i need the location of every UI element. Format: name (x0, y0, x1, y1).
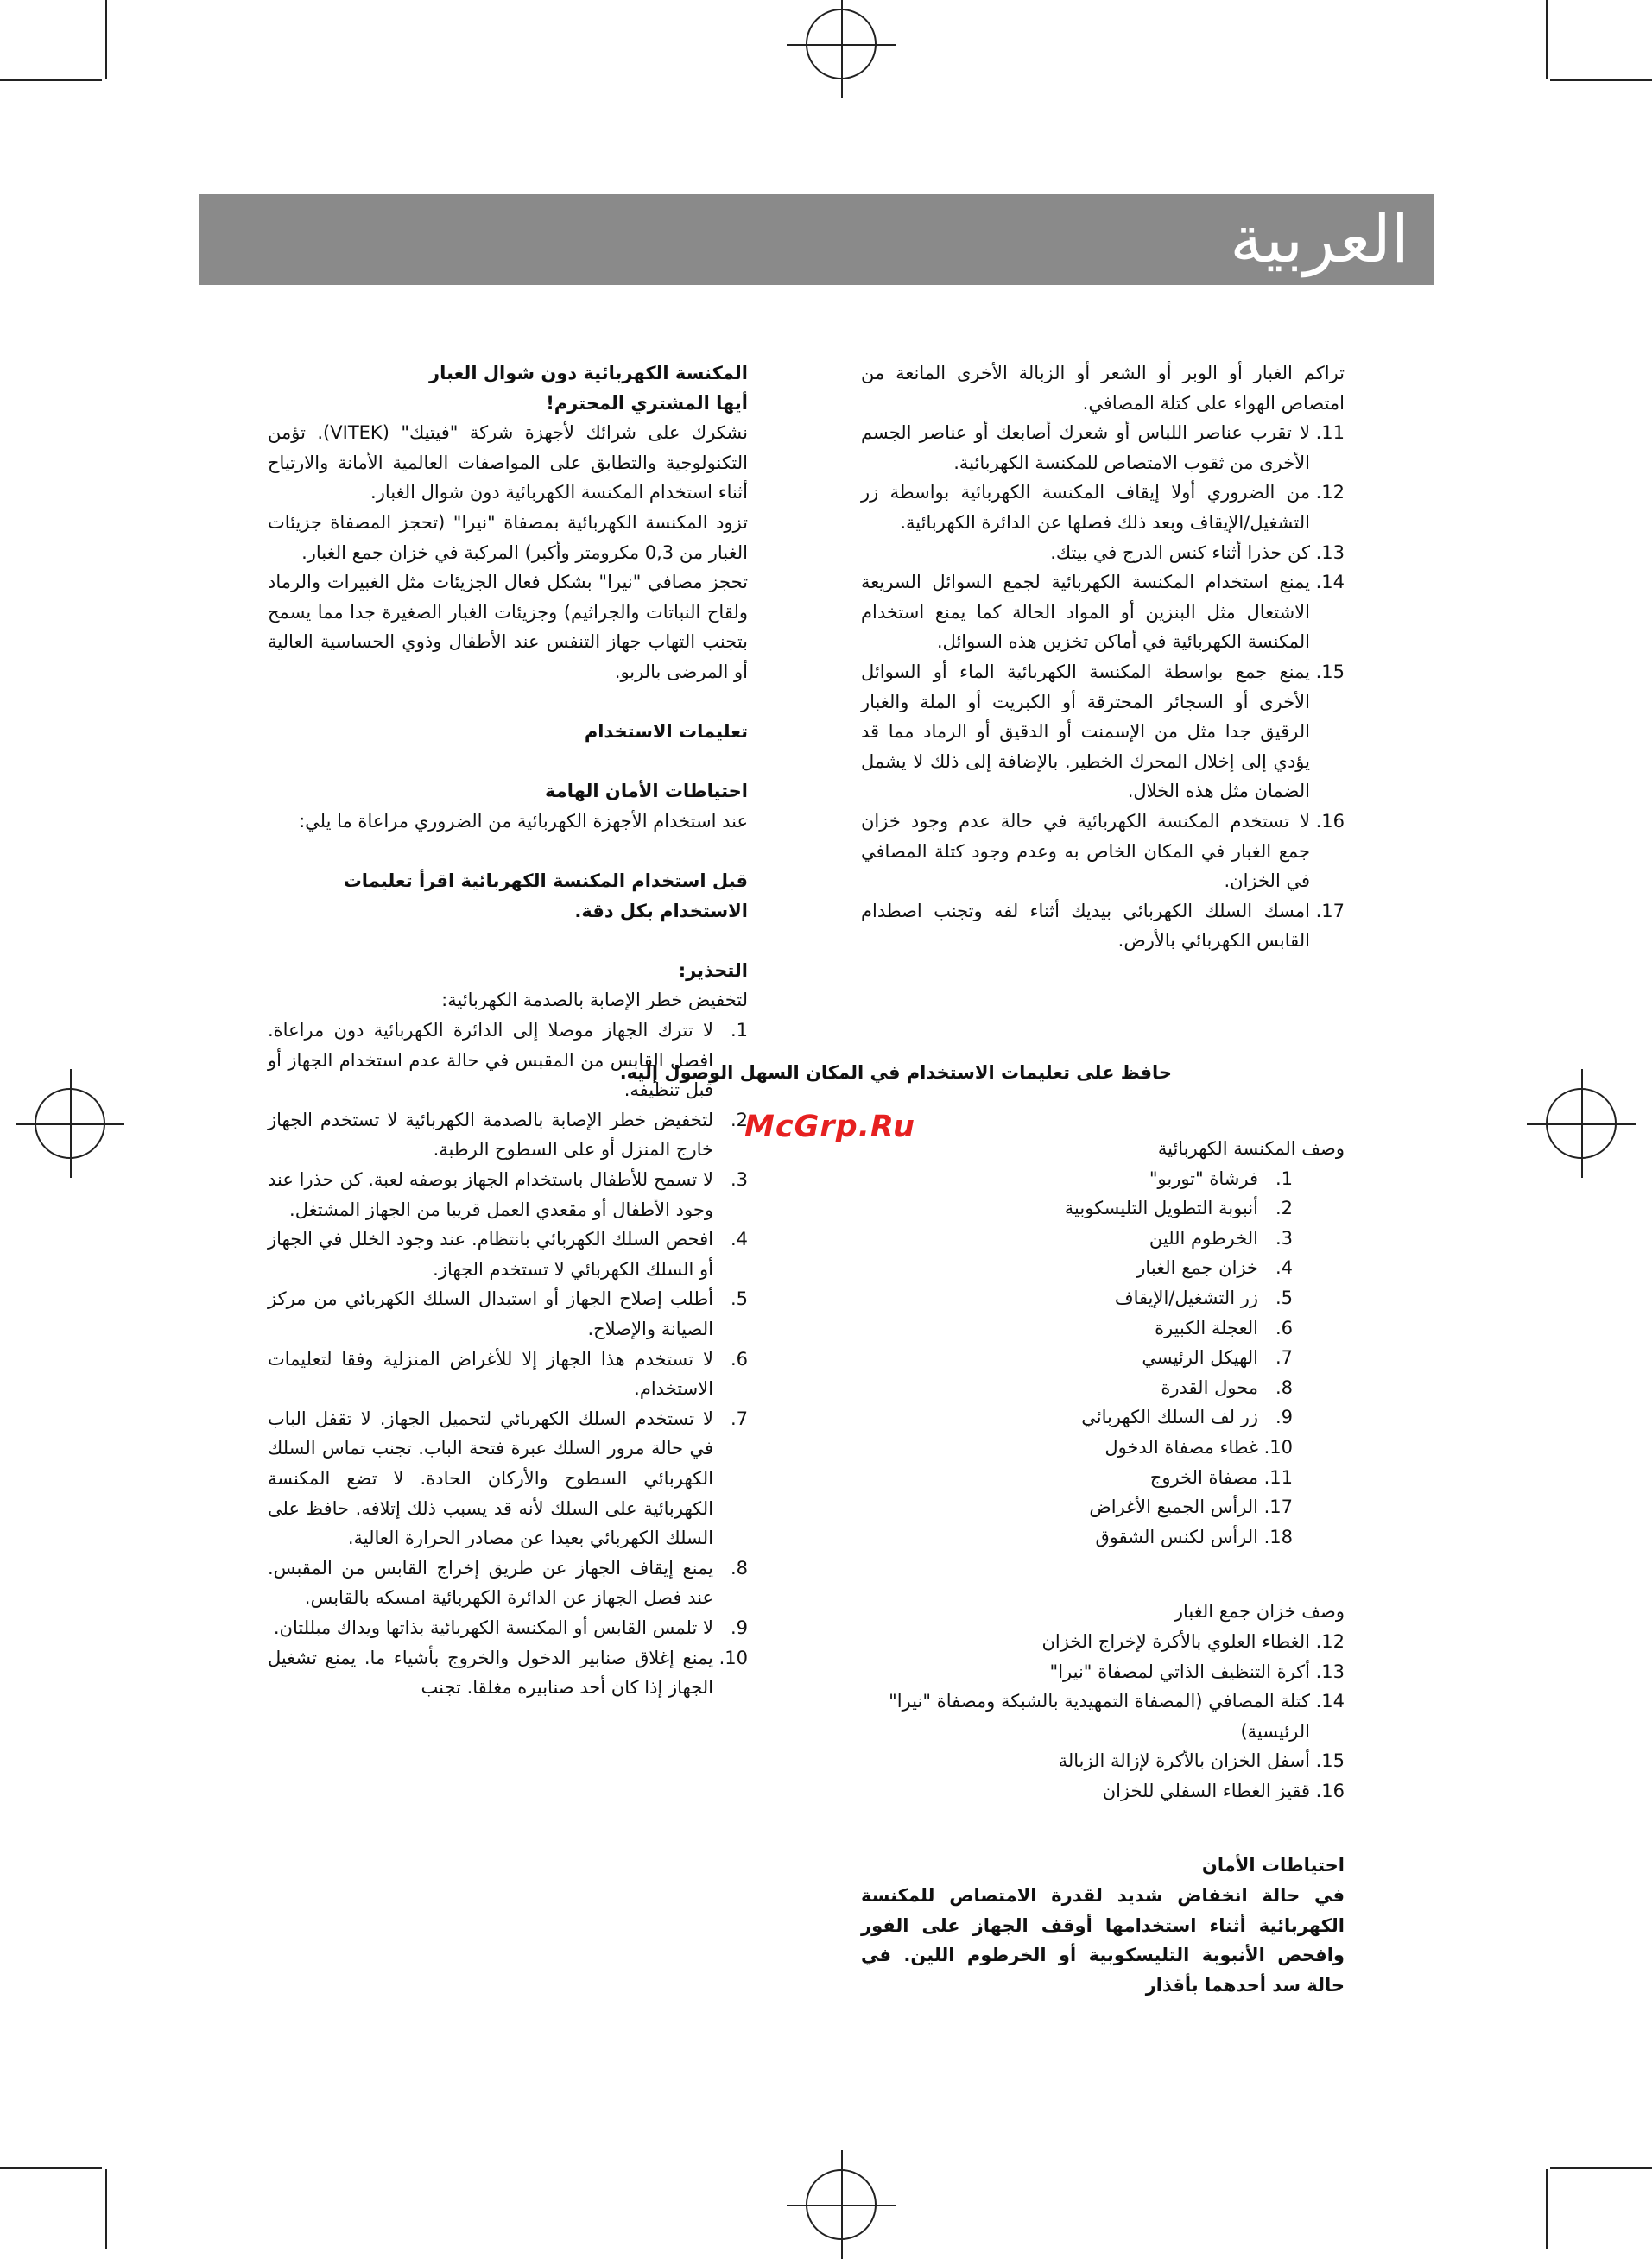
safety-measures-title: احتياطات الأمان الهامة (545, 781, 748, 802)
watermark: McGrp.Ru (744, 1110, 915, 1144)
list-item: 12. الغطاء العلوي بالأكرة لإخراج الخزان (1041, 1630, 1345, 1652)
crop-mark (1546, 2169, 1548, 2249)
list-item: 17. امسك السلك الكهربائي بيديك أثناء لفه وتجنب اصطدام القابس الكهربائي بالأرض. (861, 900, 1345, 952)
list-item: 13. كن حذرا أثناء كنس الدرج في بيتك. (1050, 541, 1345, 563)
list-item: 17. الرأس الجميع الأغراض (1089, 1497, 1293, 1518)
warning-intro: لتخفيض خطر الإصابة بالصدمة الكهربائية: (441, 990, 748, 1011)
registration-mark-icon (806, 9, 877, 79)
filter-paragraph: تزود المكنسة الكهربائية بمصفاة "نيرا" (تحجز المصفاة جزيئات الغبار من 0,3 مكرومتر وأكبر) المركبة في خزان جمع الغبار. (268, 511, 748, 563)
usage-title: تعليمات الاستخدام (584, 721, 748, 743)
list-item: 9. لا تلمس القابس أو المكنسة الكهربائية بذاتها ويداك مبللتان. (273, 1617, 748, 1638)
right-column (861, 358, 1345, 956)
keep-note: حافظ على تعليمات الاستخدام في المكان السهل الوصول إليه. (619, 1062, 1172, 1083)
warning-list (268, 1016, 748, 1703)
list-item: 10. يمنع إغلاق صنابير الدخول والخروج بأشياء ما. يمنع تشغيل الجهاز إذا كان أحد صنابيره مغلقا. تجنب (268, 1647, 748, 1699)
list-item: 8. يمنع إيقاف الجهاز عن طريق إخراج القابس من المقبس. عند فصل الجهاز عن الدائرة الكهربائية امسكه بالقابس. (268, 1557, 748, 1609)
list-item: 15. أسفل الخزان بالأكرة لإزالة الزبالة (1058, 1750, 1345, 1772)
read-instructions-note: قبل استخدام المكنسة الكهربائية اقرأ تعليمات الاستخدام بكل دقة. (343, 870, 748, 921)
section-title: المكنسة الكهربائية دون شوال الغبار (429, 363, 748, 383)
registration-mark-icon (1546, 1088, 1617, 1159)
language-header-bar (199, 194, 1434, 285)
safety-title: احتياطات الأمان (1201, 1855, 1345, 1876)
warning-list-continued (861, 418, 1345, 956)
intro-paragraph: نشكرك على شرائك لأجهزة شركة "فيتيك" (VITEK). تؤمن التكنولوجية والتطابق على المواصفات العالمية الأمانة والارتياح أثناء استخدام المكنسة الكهربائية دون شوال الغبار. (268, 422, 748, 503)
registration-mark-icon (35, 1088, 105, 1159)
crop-mark (0, 79, 102, 81)
list-item: 16. ققيز الغطاء السفلي للخزان (1102, 1780, 1345, 1801)
description-title: وصف المكنسة الكهربائية (1157, 1138, 1345, 1159)
registration-mark-icon (806, 2169, 877, 2240)
list-item: 1. فرشاة "توربو" (1149, 1167, 1293, 1189)
list-item: 7. لا تستخدم السلك الكهربائي لتحميل الجهاز. لا تقفل الباب في حالة مرور السلك عبرة فتحة الباب. تجنب تماس السلك الكهربائي السطوح والأركان الحادة. لا تضع المكنسة الكهربائية على السلك لأنه قد يسبب ذلك إتلافه. حافظ على السلك الكهربائي بعيدا عن مصادر الحرارة العالية. (268, 1408, 748, 1549)
crop-mark (105, 0, 107, 79)
list-item: 6. لا تستخدم هذا الجهاز إلا للأغراض المنزلية وفقا لتعليمات الاستخدام. (268, 1348, 748, 1400)
list-item: 5. زر التشغيل/الإيقاف (1114, 1287, 1293, 1308)
warning-title: التحذير: (678, 959, 748, 981)
list-item: 7. الهيكل الرئيسي (1142, 1347, 1293, 1369)
crop-mark (1546, 0, 1548, 79)
crop-mark (105, 2169, 107, 2249)
list-item: 11. لا تقرب عناصر اللباس أو شعرك أصابعك أو عناصر الجسم الأخرى من ثقوب الامتصاص للمكنسة الكهربائية. (861, 422, 1345, 473)
list-item: 13. أكرة التنظيف الذاتي لمصفاة "نيرا" (1049, 1661, 1345, 1682)
list-item: 2. لتخفيض خطر الإصابة بالصدمة الكهربائية لا تستخدم الجهاز خارج المنزل أو على السطوح الرطبة. (268, 1109, 748, 1161)
list-item: 1. لا تترك الجهاز موصلا إلى الدائرة الكهربائية دون مراعاة. افصل القابس من المقبس في حالة عدم استخدام الجهاز أو قبل تنظيفه. (268, 1020, 748, 1101)
list-item: 2. أنبوبة التطويل التليسكوبية (1064, 1198, 1293, 1219)
list-item: 5. أطلب إصلاح الجهاز أو استبدال السلك الكهربائي من مركز الصيانة والإصلاح. (268, 1288, 748, 1339)
continued-text: تراكم الغبار أو الوبر أو الشعر أو الزبالة الأخرى المانعة من امتصاص الهواء على كتلة المصافي. (861, 363, 1345, 414)
list-item: 14. كتلة المصافي (المصفاة التمهيدية بالشبكة ومصفاة "نيرا" الرئيسية) (889, 1691, 1345, 1742)
list-item: 3. الخرطوم اللين (1149, 1227, 1293, 1249)
list-item: 18. الرأس لكنس الشقوق (1095, 1526, 1293, 1547)
list-item: 15. يمنع جمع بواسطة المكنسة الكهربائية الماء أو السوائل الأخرى أو السجائر المحترقة أو الكبريت أو الملة والغبار الرقيق جدا مثل من الإسمنت أو الدقيق أو الرماد مما قد يؤدي إلى إخلال المحرك الخطير. بالإضافة إلى ذلك لا يشمل الضمان مثل هذه الخلال. (861, 661, 1345, 802)
list-item: 4. خزان جمع الغبار (1136, 1257, 1293, 1279)
container-parts-list (861, 1627, 1345, 1807)
list-item: 10. غطاء مصفاة الدخول (1104, 1436, 1293, 1458)
parts-list (861, 1164, 1345, 1553)
page-title: العربية (1230, 200, 1409, 277)
list-item: 11. مصفاة الخروج (1149, 1466, 1293, 1488)
list-item: 16. لا تستخدم المكنسة الكهربائية في حالة عدم وجود خزان جمع الغبار في المكان الخاص به وعدم وجود كتلة المصافي في الخزان. (861, 810, 1345, 892)
safety-text: في حالة انخفاض شديد لقدرة الامتصاص للمكنسة الكهربائية أثناء استخدامها أوقف الجهاز على الفور وافحص الأنبوبة التليسكوبية أو الخرطوم اللين. في حالة سد أحدهما بأقذار (861, 1885, 1345, 1996)
list-item: 4. افحص السلك الكهربائي بانتظام. عند وجود الخلل في الجهاز أو السلك الكهربائي لا تستخدم الجهاز. (268, 1229, 748, 1280)
list-item: 6. العجلة الكبيرة (1155, 1317, 1293, 1338)
safety-intro: عند استخدام الأجهزة الكهربائية من الضروري مراعاة ما يلي: (299, 810, 748, 832)
crop-mark (0, 2167, 102, 2169)
list-item: 3. لا تسمح للأطفال باستخدام الجهاز بوصفه لعبة. كن حذرا عند وجود الأطفال أو مقعدي العمل قريبا من الجهاز المشتغل. (268, 1169, 748, 1220)
crop-mark (1550, 2167, 1652, 2169)
container-title: وصف خزان جمع الغبار (1174, 1601, 1345, 1623)
greeting: أيها المشتري المحترم! (546, 392, 748, 414)
device-description (861, 1134, 1345, 2000)
list-item: 14. يمنع استخدام المكنسة الكهربائية لجمع السوائل السريعة الاشتعال مثل البنزين أو المواد الحالة كما يمنع استخدام المكنسة الكهربائية في أماكن تخزين هذه السوائل. (861, 572, 1345, 653)
hepa-paragraph: تحجز مصافي "نيرا" بشكل فعال الجزيئات مثل الغبيرات والرماد ولقاح النباتات والجراثيم) وجزيئات الغبار الصغيرة جدا مما يسمح بتجنب التهاب جهاز التنفس عند الأطفال وذوي الحساسية العالية أو المرضى بالربو. (268, 572, 748, 682)
list-item: 8. محول القدرة (1161, 1376, 1293, 1398)
crop-mark (1550, 79, 1652, 81)
list-item: 9. زر لف السلك الكهربائي (1081, 1407, 1293, 1428)
left-column (268, 358, 748, 1703)
list-item: 12. من الضروري أولا إيقاف المكنسة الكهربائية بواسطة زر التشغيل/الإيقاف وبعد ذلك فصلها عن الدائرة الكهربائية. (861, 482, 1345, 533)
